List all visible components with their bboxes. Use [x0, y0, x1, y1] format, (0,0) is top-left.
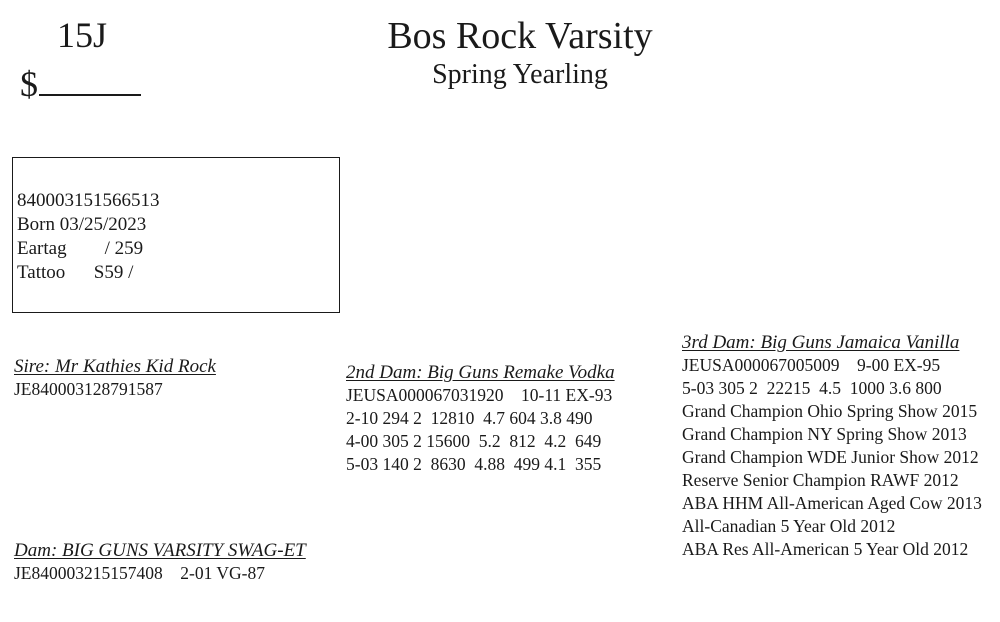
third-dam-line: Grand Champion NY Spring Show 2013: [682, 424, 967, 444]
birth-date: Born 03/25/2023: [17, 214, 147, 235]
third-dam-line: ABA Res All-American 5 Year Old 2012: [682, 539, 969, 559]
tattoo: Tattoo S59 /: [17, 262, 134, 283]
class-subtitle: Spring Yearling: [432, 59, 608, 90]
price-prefix: $: [20, 64, 38, 104]
registration-number: 840003151566513: [17, 190, 160, 211]
third-dam-heading: 3rd Dam: Big Guns Jamaica Vanilla: [682, 332, 960, 353]
third-dam-line: Grand Champion WDE Junior Show 2012: [682, 447, 979, 467]
third-dam-line: JEUSA000067005009 9-00 EX-95: [682, 355, 941, 375]
third-dam-line: 5-03 305 2 22215 4.5 1000 3.6 800: [682, 378, 942, 398]
third-dam-line: Reserve Senior Champion RAWF 2012: [682, 470, 959, 490]
animal-name-title: Bos Rock Varsity: [387, 15, 653, 57]
eartag: Eartag / 259: [17, 238, 144, 259]
id-info-box: [12, 157, 340, 313]
lot-number: 15J: [57, 15, 108, 55]
second-dam-line: 2-10 294 2 12810 4.7 604 3.8 490: [346, 408, 593, 428]
sire-heading: Sire: Mr Kathies Kid Rock: [14, 356, 216, 377]
third-dam-line: Grand Champion Ohio Spring Show 2015: [682, 401, 978, 421]
dam-heading: Dam: BIG GUNS VARSITY SWAG-ET: [14, 540, 306, 561]
second-dam-line: 5-03 140 2 8630 4.88 499 4.1 355: [346, 454, 602, 474]
dam-section: [14, 540, 306, 585]
second-dam-section: [346, 362, 615, 476]
third-dam-line: ABA HHM All-American Aged Cow 2013: [682, 493, 982, 513]
second-dam-line: JEUSA000067031920 10-11 EX-93: [346, 385, 613, 405]
third-dam-line: All-Canadian 5 Year Old 2012: [682, 516, 896, 536]
second-dam-heading: 2nd Dam: Big Guns Remake Vodka: [346, 362, 615, 383]
dam-registration: JE840003215157408 2-01 VG-87: [14, 563, 265, 583]
sire-section: [14, 356, 216, 401]
second-dam-line: 4-00 305 2 15600 5.2 812 4.2 649: [346, 431, 602, 451]
third-dam-section: [682, 332, 982, 561]
sire-registration: JE840003128791587: [14, 379, 163, 399]
